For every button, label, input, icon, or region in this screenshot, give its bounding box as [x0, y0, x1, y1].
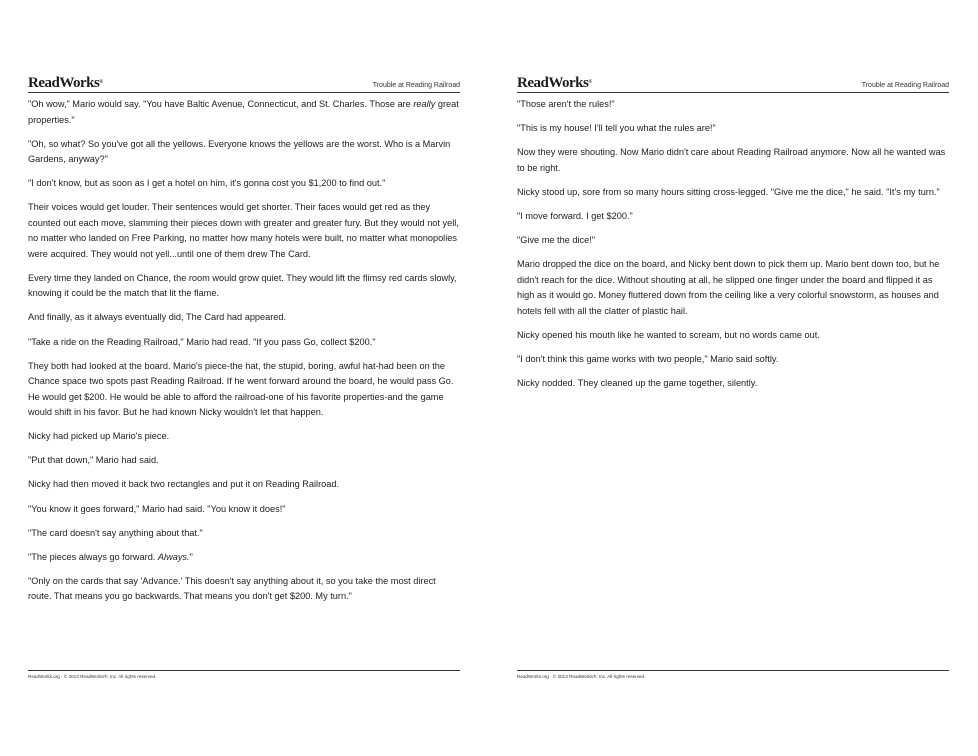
- story-paragraph: "Give me the dice!": [517, 234, 596, 245]
- story-paragraph: "I don't think this game works with two people," Mario said softly.: [517, 353, 779, 364]
- story-paragraph: "Oh, so what? So you've got all the yellows. Everyone knows the yellows are the worst. Who is a Marvin Gardens, anyway?": [28, 138, 451, 165]
- page-header: [517, 76, 949, 93]
- story-paragraph: Nicky nodded. They cleaned up the game together, silently.: [517, 377, 758, 388]
- story-paragraph: They both had looked at the board. Mario's piece-the hat, the stupid, boring, awful hat-had been on the Chance space two spots past Reading Railroad. If he went forward around the board, he would pass Go. He would get $200. He would be able to afford the railroad-one of his favorite properties-and the game would shift in his favor. But he had known Nicky wouldn't let that happen.: [28, 360, 454, 418]
- page-body: [517, 93, 949, 391]
- readworks-logo: ReadWorks®: [517, 75, 592, 91]
- story-paragraph: "The pieces always go forward. Always.": [28, 551, 193, 562]
- story-paragraph: Their voices would get louder. Their sentences would get shorter. Their faces would get red as they counted out each move, slamming their pieces down with greater and greater fury. But they would not yell, no matter who landed on Free Parking, no matter how many hotels were built, no matter what monopolies were acquired. They would not yell...until one of them drew The Card.: [28, 202, 459, 259]
- document-title: Trouble at Reading Railroad: [372, 82, 460, 89]
- page-footer: ReadWorks.org · © 2013 ReadWorks®, Inc. All rights reserved.: [517, 670, 949, 679]
- story-paragraph: "Oh wow," Mario would say. "You have Baltic Avenue, Connecticut, and St. Charles. Those are really great properties.": [28, 99, 459, 125]
- readworks-logo: ReadWorks®: [28, 75, 103, 91]
- story-paragraph: "Put that down," Mario had said.: [28, 455, 159, 466]
- story-paragraph: "Only on the cards that say 'Advance.' This doesn't say anything about it, so you take the most direct route. That means you go backwards. That means you don't get $200. My turn.": [28, 575, 436, 602]
- story-paragraph: "I don't know, but as soon as I get a hotel on him, it's gonna cost you $1,200 to find out.": [28, 178, 386, 189]
- page-body: [28, 93, 460, 605]
- story-paragraph: Nicky stood up, sore from so many hours sitting cross-legged. "Give me the dice," he said. "It's my turn.": [517, 186, 940, 197]
- story-paragraph: "The card doesn't say anything about that.": [28, 527, 203, 538]
- story-paragraph: "I move forward. I get $200.": [517, 210, 633, 221]
- left-page: [28, 76, 460, 686]
- story-paragraph: Nicky had then moved it back two rectangles and put it on Reading Railroad.: [28, 479, 340, 490]
- story-paragraph: Nicky opened his mouth like he wanted to scream, but no words came out.: [517, 329, 820, 340]
- page-footer: ReadWorks.org · © 2013 ReadWorks®, Inc. All rights reserved.: [28, 670, 460, 679]
- page-header: [28, 76, 460, 93]
- story-paragraph: "Take a ride on the Reading Railroad," Mario had read. "If you pass Go, collect $200.": [28, 336, 376, 347]
- story-paragraph: Every time they landed on Chance, the room would grow quiet. They would lift the flimsy red cards slowly, knowing it could be the match that lit the flame.: [28, 272, 457, 299]
- document-title: Trouble at Reading Railroad: [861, 82, 949, 89]
- right-page: [517, 76, 949, 686]
- story-paragraph: And finally, as it always eventually did, The Card had appeared.: [28, 312, 287, 323]
- story-paragraph: "This is my house! I'll tell you what the rules are!": [517, 123, 716, 134]
- story-paragraph: Mario dropped the dice on the board, and Nicky bent down to pick them up. Mario bent down too, but he didn't reach for the dice. Without shouting at all, he slipped one finger under the board and flipped it as high as it would go. Money fluttered down from the ceiling like a very colorful snowstorm, as houses and hotels fell with all the clatter of plastic hail.: [517, 259, 940, 316]
- story-paragraph: "Those aren't the rules!": [517, 99, 615, 109]
- story-paragraph: Now they were shouting. Now Mario didn't care about Reading Railroad anymore. Now all he wanted was to be right.: [517, 147, 946, 173]
- story-paragraph: "You know it goes forward," Mario had said. "You know it does!": [28, 503, 286, 514]
- story-paragraph: Nicky had picked up Mario's piece.: [28, 431, 170, 442]
